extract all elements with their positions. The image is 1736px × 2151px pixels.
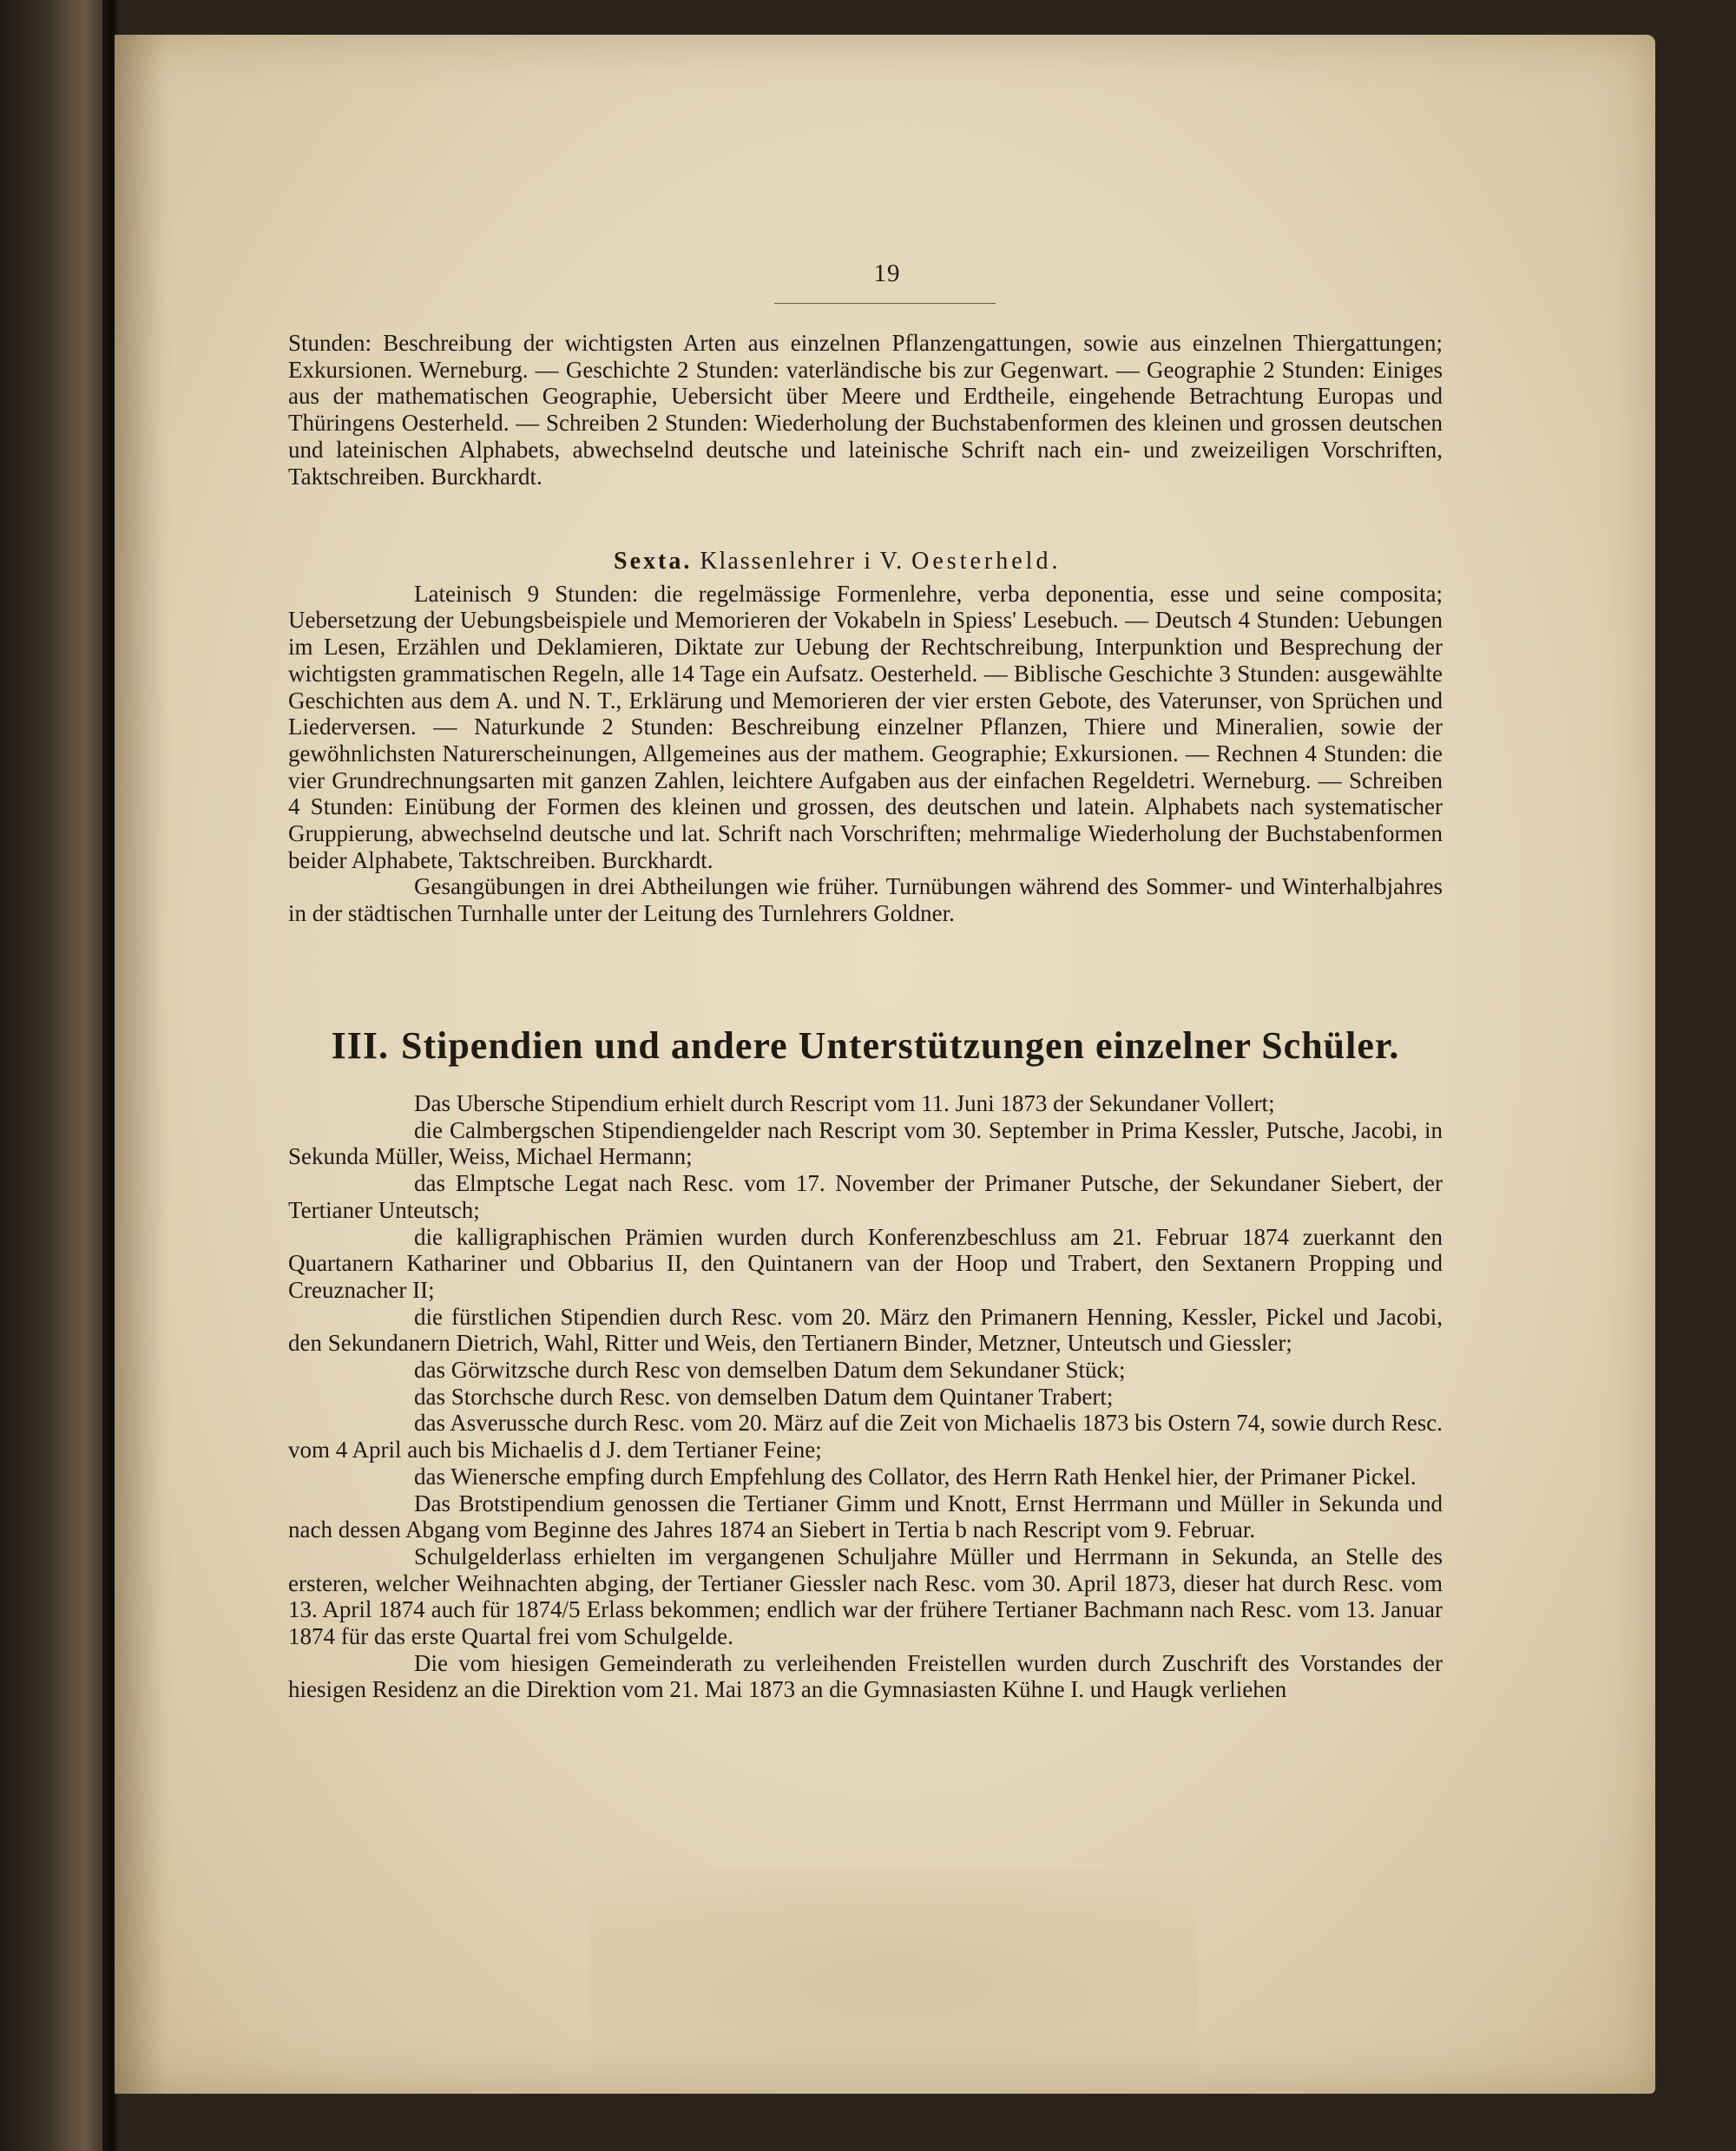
stipend-paragraph: das Storchsche durch Resc. von demselben Datum dem Quintaner Trabert; <box>414 1383 1114 1410</box>
continued-paragraph: Stunden: Beschreibung der wichtigsten Arten aus einzelnen Pflanzengattungen, sowie aus einzelnen Thiergattungen; Exkursionen. Werneburg. — Geschichte 2 Stunden: vaterländische bis zur Gegenwart. — Geographie 2 Stunden: Einiges aus der mathematischen Geographie, Uebersicht über Meere und Erdtheile, eingehende Betrachtung Europas und Thüringens Oesterheld. — Schreiben 2 Stunden: Wiederholung der Buchstabenformen des kleinen und grossen deutschen und lateinischen Alphabets, abwechselnd deutsche und lateinische Schrift nach ein- und zweizeiligen Vorschriften, Taktschreiben. Burckhardt. <box>288 330 1443 490</box>
stipend-paragraph: das Wienersche empfing durch Empfehlung des Collator, des Herrn Rath Henkel hier, der Primaner Pickel. <box>414 1463 1417 1490</box>
sexta-curriculum-paragraph: Lateinisch 9 Stunden: die regelmässige Formenlehre, verba deponentia, esse und seine composita; Uebersetzung der Uebungsbeispiele und Memorieren der Vokabeln in Spiess' Lesebuch. — Deutsch 4 Stunden: Uebungen im Lesen, Erzählen und Deklamieren, Diktate zur Uebung der Rechtschreibung, Interpunktion und Besprechung der wichtigsten grammatischen Regeln, alle 14 Tage ein Aufsatz. Oesterheld. — Biblische Geschichte 3 Stunden: ausgewählte Geschichten aus dem A. und N. T., Erklärung und Memorieren der vier ersten Gebote, des Vaterunser, von Sprüchen und Liederversen. — Naturkunde 2 Stunden: Beschreibung einzelner Pflanzen, Thiere und Mineralien, sowie der gewöhnlichsten Naturerscheinungen, Allgemeines aus der mathem. Geographie; Exkursionen. — Rechnen 4 Stunden: die vier Grundrechnungsarten mit ganzen Zahlen, leichtere Aufgaben aus der einfachen Regeldetri. Werneburg. — Schreiben 4 Stunden: Einübung der Formen des kleinen und grossen, des deutschen und latein. Alphabets nach systematischer Gruppierung, abwechselnd deutsche und lat. Schrift nach Vorschriften; mehrmalige Wiederholung der Buchstabenformen beider Alphabete, Taktschreiben. Burckhardt. <box>288 580 1443 873</box>
stipend-paragraph: die Calmbergschen Stipendiengelder nach Rescript vom 30. September in Prima Kessler, Putsche, Jacobi, in Sekunda Müller, Weiss, Michael Hermann; <box>288 1116 1443 1170</box>
chapter-heading-block <box>288 1024 1443 1067</box>
stipend-paragraph: die kalligraphischen Prämien wurden durch Konferenzbeschluss am 21. Februar 1874 zuerkannt den Quartanern Kathariner und Obbarius II, den Quintanern van der Hoop und Trabert, den Sextanern Propping und Creuznacher II; <box>288 1223 1443 1303</box>
chapter-title-text: Stipendien und andere Unterstützungen einzelner Schüler. <box>400 1024 1400 1067</box>
stipend-paragraph: Die vom hiesigen Gemeinderath zu verleihenden Freistellen wurden durch Zuschrift des Vorstandes der hiesigen Residenz an die Direktion vom 21. Mai 1873 an die Gymnasiasten Kühne I. und Haugk verliehen <box>288 1649 1443 1703</box>
chapter-number: III. <box>331 1024 389 1067</box>
page-number: 19 <box>873 260 901 287</box>
stipend-paragraph: das Elmptsche Legat nach Resc. vom 17. November der Primaner Putsche, der Sekundaner Siebert, der Tertianer Unteutsch; <box>288 1170 1443 1223</box>
stipend-paragraph: Schulgelderlass erhielten im vergangenen Schuljahre Müller und Herrmann in Sekunda, an Stelle des ersteren, welcher Weihnachten abging, der Tertianer Giessler nach Resc. vom 30. April 1873, dieser hat durch Resc. vom 13. April 1874 auch für 1874/5 Erlass bekommen; endlich war der frühere Tertianer Bachmann nach Resc. vom 13. Januar 1874 für das erste Quartal frei vom Schulgelde. <box>288 1543 1443 1650</box>
stipend-paragraph: das Görwitzsche durch Resc von demselben Datum dem Sekundaner Stück; <box>414 1357 1126 1384</box>
continued-text-block <box>288 330 1443 490</box>
sexta-teacher-label: Klassenlehrer i V. <box>700 548 904 575</box>
sexta-class-name: Sexta. <box>614 548 693 575</box>
stipend-paragraph: das Asverussche durch Resc. vom 20. März auf die Zeit von Michaelis 1873 bis Ostern 74, sowie durch Resc. vom 4 April auch bis Michaelis d J. dem Tertianer Feine; <box>288 1410 1443 1464</box>
sexta-section <box>288 549 1443 927</box>
sexta-gymnastics-paragraph: Gesangübungen in drei Abtheilungen wie früher. Turnübungen während des Sommer- und Winterhalbjahres in der städtischen Turnhalle unter der Leitung des Turnlehrers Goldner. <box>288 873 1443 927</box>
stipend-section <box>288 1090 1443 1703</box>
chapter-title <box>288 1024 1443 1067</box>
facing-page-edge <box>0 0 113 2151</box>
stipend-paragraph: die fürstlichen Stipendien durch Resc. vom 20. März den Primanern Henning, Kessler, Pickel und Jacobi, den Sekundanern Dietrich, Wahl, Ritter und Weis, den Tertianern Binder, Metzner, Unteutsch und Giessler; <box>288 1303 1443 1357</box>
sexta-heading <box>288 549 1443 576</box>
stipend-paragraph: Das Ubersche Stipendium erhielt durch Rescript vom 11. Juni 1873 der Sekundaner Vollert; <box>414 1090 1275 1116</box>
sexta-teacher-name: Oesterheld. <box>911 548 1062 575</box>
page-number-rule <box>774 303 996 304</box>
stipend-paragraph: Das Brotstipendium genossen die Tertianer Gimm und Knott, Ernst Herrmann und Müller in Sekunda und nach dessen Abgang vom Beginne des Jahres 1874 an Siebert in Tertia b nach Rescript vom 9. Februar. <box>288 1490 1443 1543</box>
page-shadow <box>115 35 167 2094</box>
paper-stain <box>590 1866 1198 2083</box>
